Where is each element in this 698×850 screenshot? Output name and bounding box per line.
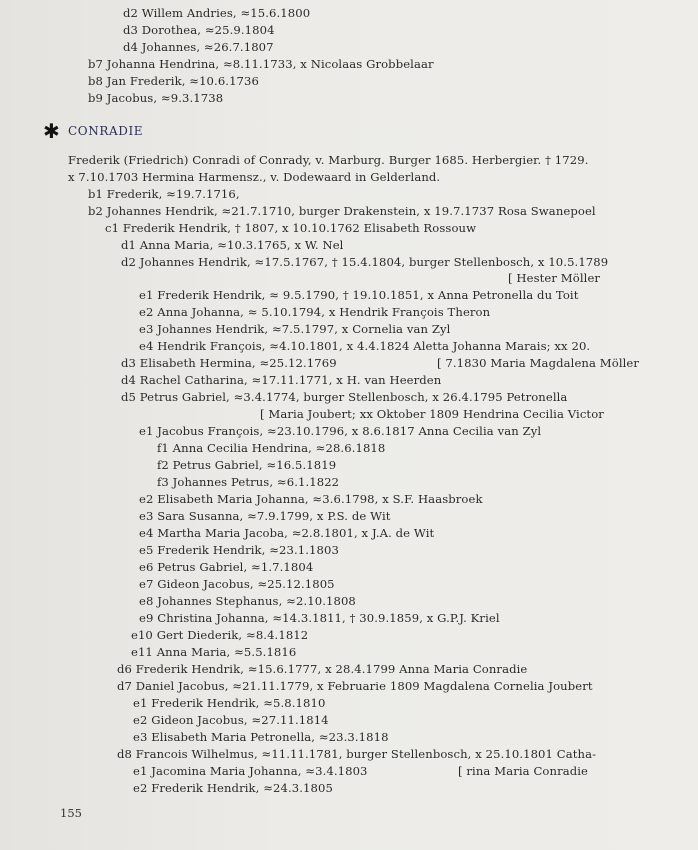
- entry-line: x 7.10.1703 Hermina Harmensz., v. Dodewaard in Gelderland.: [68, 170, 441, 184]
- entry-line: f2 Petrus Gabriel, ≈16.5.1819: [157, 458, 337, 472]
- entry-line: f3 Johannes Petrus, ≈6.1.1822: [157, 475, 340, 489]
- entry-line: e5 Frederik Hendrik, ≈23.1.1803: [139, 543, 339, 557]
- entry-line: d8 Francois Wilhelmus, ≈11.11.1781, burger Stellenbosch, x 25.10.1801 Catha-: [117, 747, 597, 761]
- entry-line: b8 Jan Frederik, ≈10.6.1736: [88, 74, 259, 88]
- entry-line: [ rina Maria Conradie: [458, 764, 589, 778]
- entry-line: [ 7.1830 Maria Magdalena Möller: [437, 356, 640, 370]
- asterisk-mark: ✱: [43, 119, 60, 143]
- entry-line: e8 Johannes Stephanus, ≈2.10.1808: [139, 594, 356, 608]
- entry-line: d5 Petrus Gabriel, ≈3.4.1774, burger Stellenbosch, x 26.4.1795 Petronella: [121, 390, 568, 404]
- entry-line: e4 Martha Maria Jacoba, ≈2.8.1801, x J.A. de Wit: [139, 526, 435, 540]
- entry-line: d2 Johannes Hendrik, ≈17.5.1767, † 15.4.1804, burger Stellenbosch, x 10.5.1789: [121, 255, 609, 269]
- entry-line: b1 Frederik, ≈19.7.1716,: [88, 187, 240, 201]
- entry-line: e3 Sara Susanna, ≈7.9.1799, x P.S. de Wit: [139, 509, 391, 523]
- entry-line: e4 Hendrik François, ≈4.10.1801, x 4.4.1824 Aletta Johanna Marais; xx 20.: [139, 339, 591, 353]
- entry-line: d3 Elisabeth Hermina, ≈25.12.1769: [121, 356, 337, 370]
- entry-line: b2 Johannes Hendrik, ≈21.7.1710, burger Drakenstein, x 19.7.1737 Rosa Swanepoel: [88, 204, 596, 218]
- entry-line: e2 Elisabeth Maria Johanna, ≈3.6.1798, x S.F. Haasbroek: [139, 492, 483, 506]
- entry-line: e2 Gideon Jacobus, ≈27.11.1814: [133, 713, 329, 727]
- entry-line: c1 Frederik Hendrik, † 1807, x 10.10.1762 Elisabeth Rossouw: [105, 221, 477, 235]
- page-number: 155: [60, 806, 82, 820]
- entry-line: Frederik (Friedrich) Conradi of Conrady, v. Marburg. Burger 1685. Herbergier. † 1729.: [68, 153, 589, 167]
- entry-line: e10 Gert Diederik, ≈8.4.1812: [131, 628, 309, 642]
- entry-line: e3 Elisabeth Maria Petronella, ≈23.3.1818: [133, 730, 389, 744]
- entry-line: d3 Dorothea, ≈25.9.1804: [123, 23, 275, 37]
- entry-line: b9 Jacobus, ≈9.3.1738: [88, 91, 224, 105]
- entry-line: e9 Christina Johanna, ≈14.3.1811, † 30.9.1859, x G.P.J. Kriel: [139, 611, 500, 625]
- entry-line: e1 Jacomina Maria Johanna, ≈3.4.1803: [133, 764, 368, 778]
- entry-line: e7 Gideon Jacobus, ≈25.12.1805: [139, 577, 335, 591]
- entry-line: e1 Jacobus François, ≈23.10.1796, x 8.6.1817 Anna Cecilia van Zyl: [139, 424, 542, 438]
- entry-line: e6 Petrus Gabriel, ≈1.7.1804: [139, 560, 314, 574]
- entry-line: d2 Willem Andries, ≈15.6.1800: [123, 6, 311, 20]
- entry-line: e1 Frederik Hendrik, ≈5.8.1810: [133, 696, 326, 710]
- entry-line: [ Hester Möller: [508, 271, 601, 285]
- entry-line: e2 Anna Johanna, ≈ 5.10.1794, x Hendrik François Theron: [139, 305, 491, 319]
- entry-line: e1 Frederik Hendrik, ≈ 9.5.1790, † 19.10.1851, x Anna Petronella du Toit: [139, 288, 579, 302]
- entry-line: e11 Anna Maria, ≈5.5.1816: [131, 645, 297, 659]
- entry-line: d1 Anna Maria, ≈10.3.1765, x W. Nel: [121, 238, 344, 252]
- entry-line: f1 Anna Cecilia Hendrina, ≈28.6.1818: [157, 441, 386, 455]
- entry-line: d4 Johannes, ≈26.7.1807: [123, 40, 274, 54]
- entry-line: e3 Johannes Hendrik, ≈7.5.1797, x Cornelia van Zyl: [139, 322, 451, 336]
- entry-line: d6 Frederik Hendrik, ≈15.6.1777, x 28.4.1799 Anna Maria Conradie: [117, 662, 528, 676]
- entry-line: b7 Johanna Hendrina, ≈8.11.1733, x Nicolaas Grobbelaar: [88, 57, 434, 71]
- family-heading: CONRADIE: [68, 124, 144, 138]
- entry-line: [ Maria Joubert; xx Oktober 1809 Hendrina Cecilia Victor: [260, 407, 604, 421]
- entry-line: e2 Frederik Hendrik, ≈24.3.1805: [133, 781, 333, 795]
- entry-line: d4 Rachel Catharina, ≈17.11.1771, x H. van Heerden: [121, 373, 442, 387]
- entry-line: d7 Daniel Jacobus, ≈21.11.1779, x Februarie 1809 Magdalena Cornelia Joubert: [117, 679, 593, 693]
